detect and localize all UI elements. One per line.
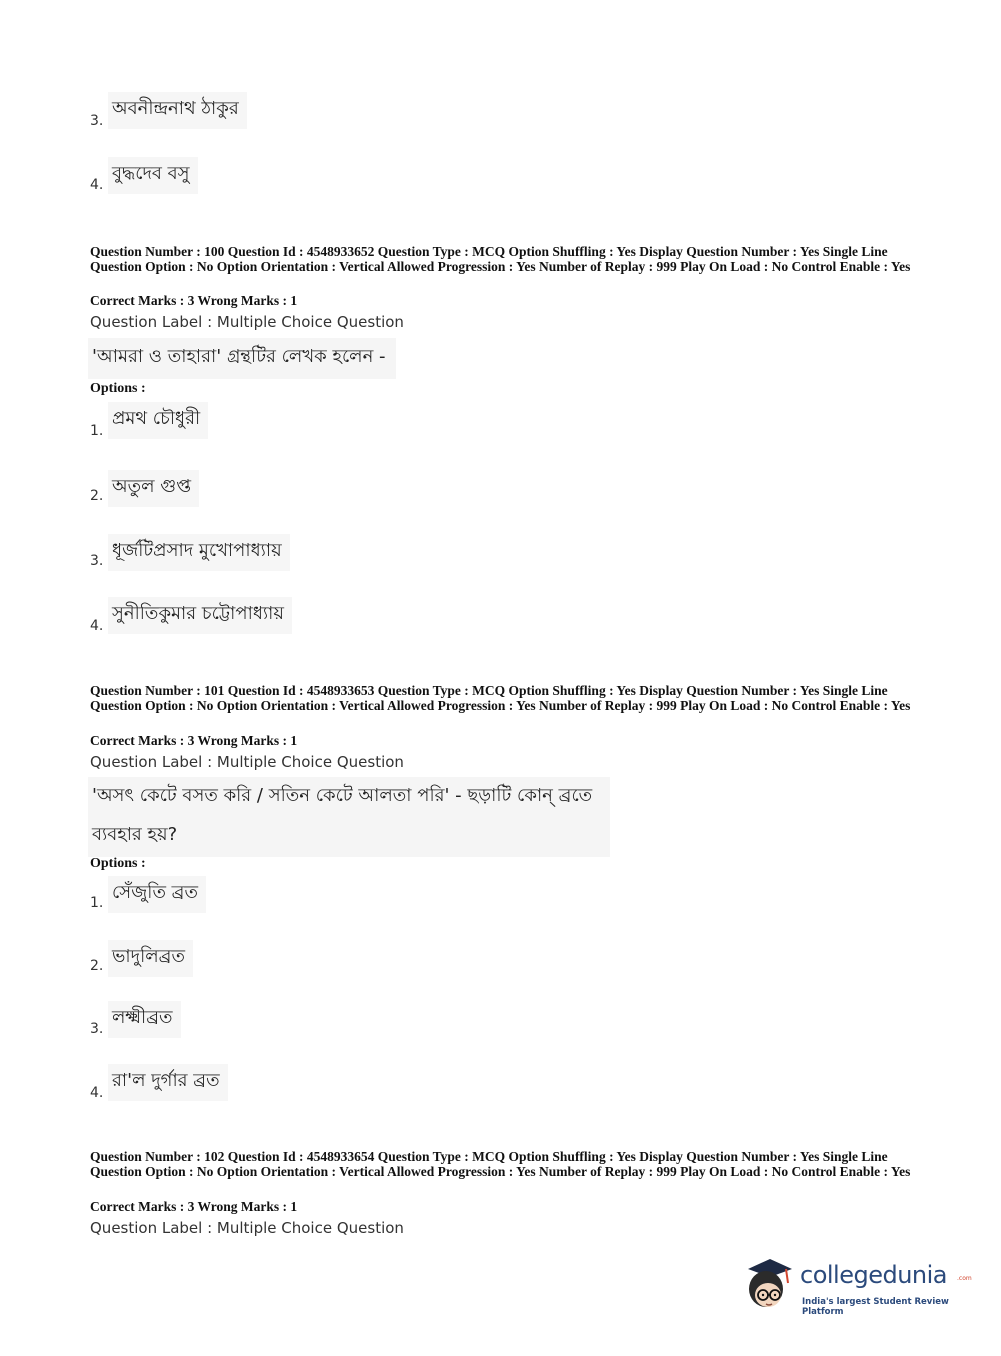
option-text: লক্ষ্মীব্রত — [108, 1001, 181, 1038]
question-text: 'অসৎ কেটে বসত করি / সতিন কেটে আলতা পরি' - ছড়াটি কোন্ ব্রতে — [88, 777, 610, 818]
mascot-icon — [740, 1255, 800, 1315]
option-number: 3. — [90, 553, 104, 569]
option-text: ভাদুলিব্রত — [108, 940, 193, 977]
question-text: 'আমরা ও তাহারা' গ্রন্থটির লেখক হলেন - — [88, 338, 396, 379]
option-text: অতুল গুপ্ত — [108, 470, 199, 507]
option-number: 3. — [90, 1021, 104, 1037]
option-number: 2. — [90, 488, 104, 504]
collegedunia-logo — [740, 1255, 970, 1315]
question-marks: Correct Marks : 3 Wrong Marks : 1 — [90, 733, 298, 748]
question-meta: Question Number : 100 Question Id : 4548933652 Question Type : MCQ Option Shuffling : Yes Display Question Number : Yes Single Line Question Option : No Option Orientation : Vertical Allowed Progression : Yes Number of Replay : 999 Play On Load : No Control Enable : Yes — [90, 244, 911, 274]
option-number: 1. — [90, 423, 104, 439]
question-label: Question Label : Multiple Choice Question — [90, 313, 404, 331]
option-number: 2. — [90, 958, 104, 974]
option-number: 4. — [90, 177, 104, 193]
option-text: অবনীন্দ্রনাথ ঠাকুর — [108, 92, 247, 129]
question-marks: Correct Marks : 3 Wrong Marks : 1 — [90, 1199, 298, 1214]
question-meta: Question Number : 102 Question Id : 4548933654 Question Type : MCQ Option Shuffling : Yes Display Question Number : Yes Single Line Question Option : No Option Orientation : Vertical Allowed Progression : Yes Number of Replay : 999 Play On Load : No Control Enable : Yes — [90, 1149, 911, 1179]
option-number: 4. — [90, 1085, 104, 1101]
options-label: Options : — [90, 856, 146, 871]
option-text: রা'ল দুর্গার ব্রত — [108, 1064, 228, 1101]
question-text-continued: ব্যবহার হয়? — [88, 816, 610, 857]
option-number: 4. — [90, 618, 104, 634]
question-meta: Question Number : 101 Question Id : 4548933653 Question Type : MCQ Option Shuffling : Yes Display Question Number : Yes Single Line Question Option : No Option Orientation : Vertical Allowed Progression : Yes Number of Replay : 999 Play On Load : No Control Enable : Yes — [90, 683, 911, 713]
option-text: সেঁজুতি ব্রত — [108, 876, 206, 913]
option-number: 1. — [90, 895, 104, 911]
option-text: প্রমথ চৌধুরী — [108, 402, 208, 439]
logo-domain: .com — [957, 1275, 972, 1282]
question-marks: Correct Marks : 3 Wrong Marks : 1 — [90, 293, 298, 308]
option-text: ধূর্জটিপ্রসাদ মুখোপাধ্যায় — [108, 534, 290, 571]
logo-tagline: India's largest Student Review Platform — [802, 1297, 949, 1317]
logo-wordmark: collegedunia — [800, 1261, 948, 1289]
question-label: Question Label : Multiple Choice Question — [90, 1219, 404, 1237]
option-text: সুনীতিকুমার চট্টোপাধ্যায় — [108, 597, 292, 634]
option-number: 3. — [90, 113, 104, 129]
option-text: বুদ্ধদেব বসু — [108, 157, 198, 194]
question-label: Question Label : Multiple Choice Question — [90, 753, 404, 771]
options-label: Options : — [90, 381, 146, 396]
